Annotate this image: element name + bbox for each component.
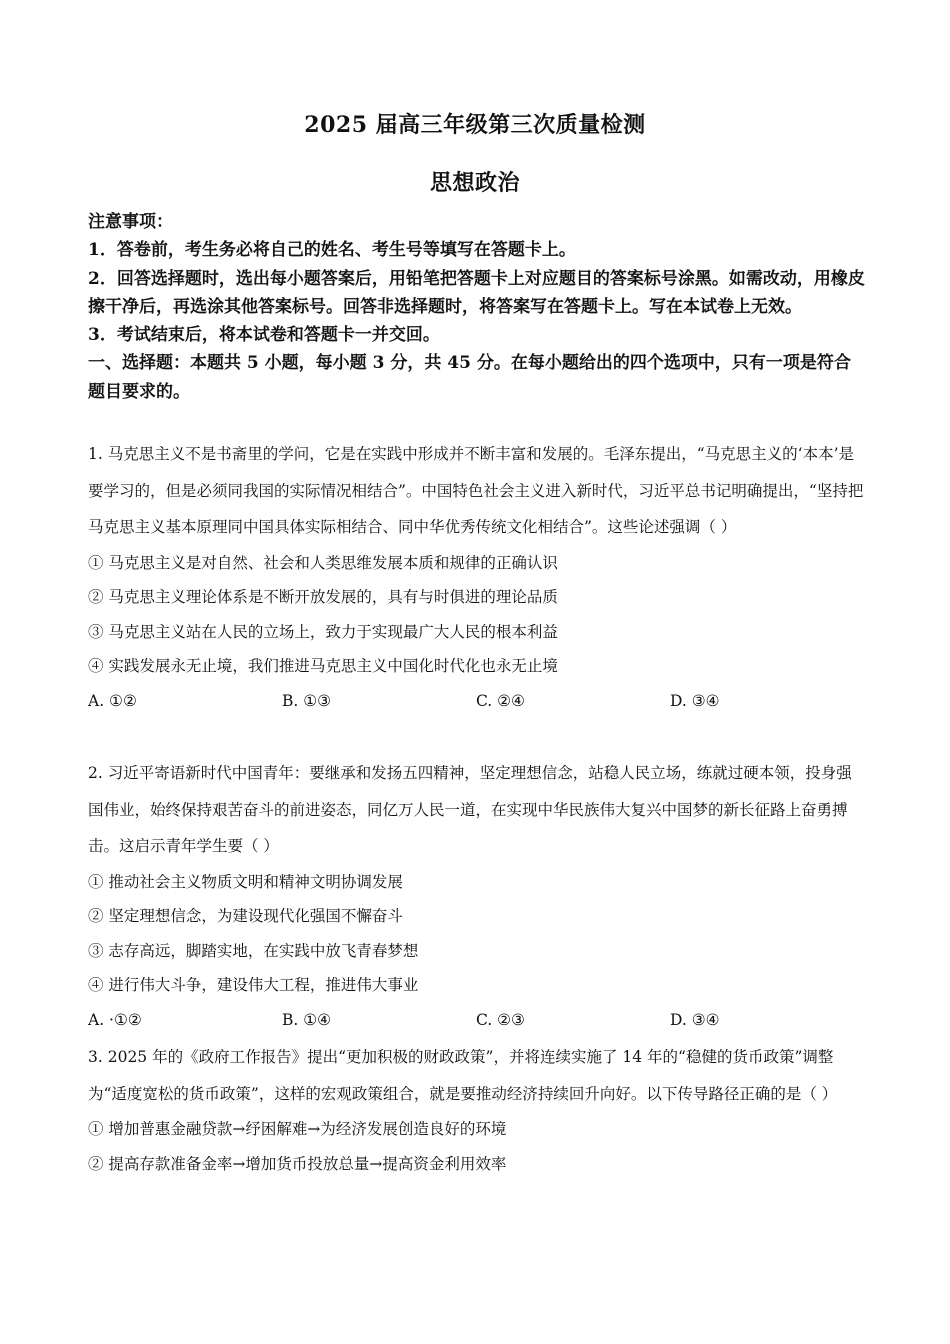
statement-option: ① 推动社会主义物质文明和精神文明协调发展 [88, 872, 403, 891]
statement-option: ② 坚定理想信念，为建设现代化强国不懈奋斗 [88, 907, 403, 925]
note-item: 3．考试结束后，将本试卷和答题卡一并交回。 [88, 325, 440, 346]
question-stem: 3. 2025 年的《政府工作报告》提出“更加积极的财政政策”，并将连续实施了 14 年的“稳健的货币政策”调整为“适度宽松的货币政策”，这样的宏观政策组合，就是要推动经济持续回升向好。以下传导路径正确的是（ ） [88, 1048, 838, 1103]
statement-option: ② 马克思主义理论体系是不断开放发展的，具有与时俱进的理论品质 [88, 588, 558, 606]
choice-b: B. ①④ [282, 1010, 332, 1029]
statement-option: ③ 志存高远，脚踏实地，在实践中放飞青春梦想 [88, 941, 419, 960]
subject-title: 思想政治 [429, 170, 520, 196]
question-3 [88, 1039, 866, 1181]
exam-title: 2025 届高三年级第三次质量检测 [304, 112, 646, 138]
choice-d: D. ③④ [670, 1010, 720, 1029]
statement-option: ③ 马克思主义站在人民的立场上，致力于实现最广大人民的根本利益 [88, 622, 558, 641]
instructions [88, 208, 866, 406]
choice-c: C. ②③ [476, 1010, 525, 1029]
question-stem: 1. 马克思主义不是书斋里的学问，它是在实践中形成并不断丰富和发展的。毛泽东提出，“马克思主义的‘本本’是要学习的，但是必须同我国的实际情况相结合”。中国特色社会主义进入新时代，习近平总书记明确提出，“坚持把马克思主义基本原理同中国具体实际相结合、同中华优秀传统文化相结合”。这些论述强调（ ） [88, 445, 864, 536]
note-item: 1．答卷前，考生务必将自己的姓名、考生号等填写在答题卡上。 [88, 240, 576, 261]
section-heading: 一、选择题：本题共 5 小题，每小题 3 分，共 45 分。在每小题给出的四个选项中，只有一项是符合题目要求的。 [88, 353, 851, 402]
answer-choices [88, 684, 866, 719]
answer-choices [88, 1003, 866, 1038]
statement-option: ② 提高存款准备金率→增加货币投放总量→提高资金利用效率 [88, 1154, 507, 1173]
choice-a: A. ·①② [88, 1010, 142, 1029]
statement-option: ① 马克思主义是对自然、社会和人类思维发展本质和规律的正确认识 [88, 553, 558, 572]
question-stem: 2. 习近平寄语新时代中国青年：要继承和发扬五四精神，坚定理想信念，站稳人民立场，练就过硬本领，投身强国伟业，始终保持艰苦奋斗的前进姿态，同亿万人民一道，在实现中华民族伟大复兴中国梦的新长征路上奋勇搏击。这启示青年学生要（ ） [88, 764, 852, 855]
choice-b: B. ①③ [282, 691, 332, 710]
statement-option: ① 增加普惠金融贷款→纾困解难→为经济发展创造良好的环境 [88, 1120, 507, 1138]
choice-c: C. ②④ [476, 691, 525, 710]
question-2 [88, 755, 866, 1037]
statement-option: ④ 进行伟大斗争，建设伟大工程，推进伟大事业 [88, 976, 419, 994]
statement-option: ④ 实践发展永无止境，我们推进马克思主义中国化时代化也永无止境 [88, 657, 558, 675]
notes-heading: 注意事项： [88, 212, 173, 232]
choice-a: A. ①② [88, 691, 137, 710]
choice-d: D. ③④ [670, 691, 720, 710]
note-item: 2．回答选择题时，选出每小题答案后，用铅笔把答题卡上对应题目的答案标号涂黑。如需改动，用橡皮擦干净后，再选涂其他答案标号。回答非选择题时，将答案写在答题卡上。写在本试卷上无效。 [88, 268, 865, 317]
question-1 [88, 436, 866, 718]
